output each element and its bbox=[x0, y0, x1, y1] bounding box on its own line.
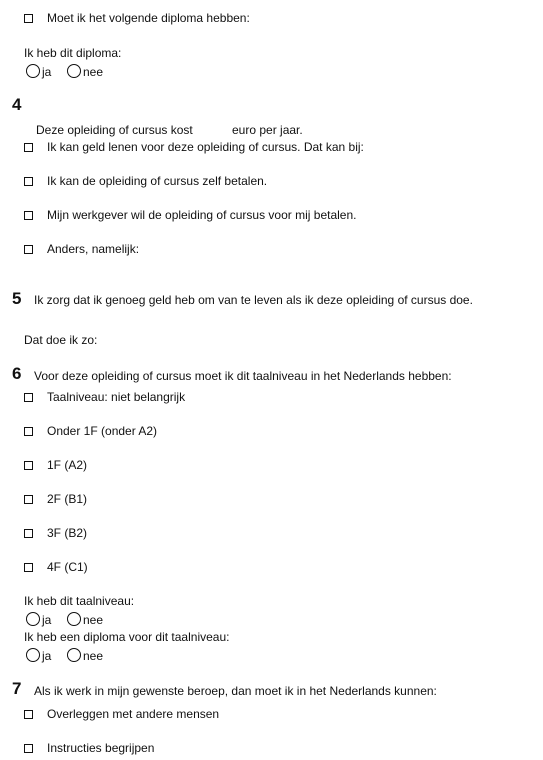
skill-instructions-label: Instructies begrijpen bbox=[47, 741, 155, 755]
self-pay-option-label: Ik kan de opleiding of cursus zelf betalen. bbox=[47, 174, 268, 188]
level-below-1f-label: Onder 1F (onder A2) bbox=[47, 424, 158, 438]
question-4-number: 4 bbox=[12, 95, 22, 114]
has-diploma-no-label: nee bbox=[83, 65, 104, 79]
question-7-text: Als ik werk in mijn gewenste beroep, dan moet ik in het Nederlands kunnen: bbox=[34, 684, 437, 698]
question-7-number: 7 bbox=[12, 679, 22, 698]
skill-consult-checkbox[interactable] bbox=[24, 710, 33, 719]
self-pay-option-checkbox[interactable] bbox=[24, 177, 33, 186]
has-level-yes-radio[interactable] bbox=[26, 612, 40, 626]
has-level-diploma-yes-radio[interactable] bbox=[26, 648, 40, 662]
question-5-number: 5 bbox=[12, 289, 22, 308]
has-level-no-radio[interactable] bbox=[67, 612, 81, 626]
level-4f-checkbox[interactable] bbox=[24, 563, 33, 572]
level-2f-checkbox[interactable] bbox=[24, 495, 33, 504]
level-3f-label: 3F (B2) bbox=[47, 526, 88, 540]
has-level-label: Ik heb dit taalniveau: bbox=[24, 594, 135, 608]
has-level-no-label: nee bbox=[83, 613, 104, 627]
other-option-label: Anders, namelijk: bbox=[47, 242, 140, 256]
cost-suffix-text: euro per jaar. bbox=[232, 123, 303, 137]
question-5-text: Ik zorg dat ik genoeg geld heb om van te leven als ik deze opleiding of cursus doe. bbox=[34, 293, 473, 307]
skill-consult-label: Overleggen met andere mensen bbox=[47, 707, 220, 721]
has-level-yes-label: ja bbox=[42, 613, 52, 627]
has-level-diploma-no-label: nee bbox=[83, 649, 104, 663]
level-4f-label: 4F (C1) bbox=[47, 560, 88, 574]
cost-amount-field[interactable] bbox=[195, 123, 229, 137]
question-5-followup: Dat doe ik zo: bbox=[24, 333, 98, 347]
question-6-number: 6 bbox=[12, 364, 22, 383]
has-diploma-no-radio[interactable] bbox=[67, 64, 81, 78]
level-1f-checkbox[interactable] bbox=[24, 461, 33, 470]
cost-prefix-text: Deze opleiding of cursus kost bbox=[36, 123, 193, 137]
loan-option-label: Ik kan geld lenen voor deze opleiding of cursus. Dat kan bij: bbox=[47, 140, 364, 154]
question-6-text: Voor deze opleiding of cursus moet ik dit taalniveau in het Nederlands hebben: bbox=[34, 369, 452, 383]
level-not-important-label: Taalniveau: niet belangrijk bbox=[47, 390, 186, 404]
employer-pay-option-label: Mijn werkgever wil de opleiding of cursus voor mij betalen. bbox=[47, 208, 357, 222]
employer-pay-option-checkbox[interactable] bbox=[24, 211, 33, 220]
has-level-diploma-no-radio[interactable] bbox=[67, 648, 81, 662]
level-not-important-checkbox[interactable] bbox=[24, 393, 33, 402]
other-option-checkbox[interactable] bbox=[24, 245, 33, 254]
diploma-required-checkbox[interactable] bbox=[24, 14, 33, 23]
has-diploma-yes-label: ja bbox=[42, 65, 52, 79]
diploma-required-label: Moet ik het volgende diploma hebben: bbox=[47, 11, 250, 25]
level-3f-checkbox[interactable] bbox=[24, 529, 33, 538]
has-diploma-label: Ik heb dit diploma: bbox=[24, 46, 122, 60]
has-diploma-yes-radio[interactable] bbox=[26, 64, 40, 78]
level-2f-label: 2F (B1) bbox=[47, 492, 88, 506]
level-1f-label: 1F (A2) bbox=[47, 458, 88, 472]
loan-option-checkbox[interactable] bbox=[24, 143, 33, 152]
level-below-1f-checkbox[interactable] bbox=[24, 427, 33, 436]
has-level-diploma-yes-label: ja bbox=[42, 649, 52, 663]
skill-instructions-checkbox[interactable] bbox=[24, 744, 33, 753]
has-level-diploma-label: Ik heb een diploma voor dit taalniveau: bbox=[24, 630, 230, 644]
